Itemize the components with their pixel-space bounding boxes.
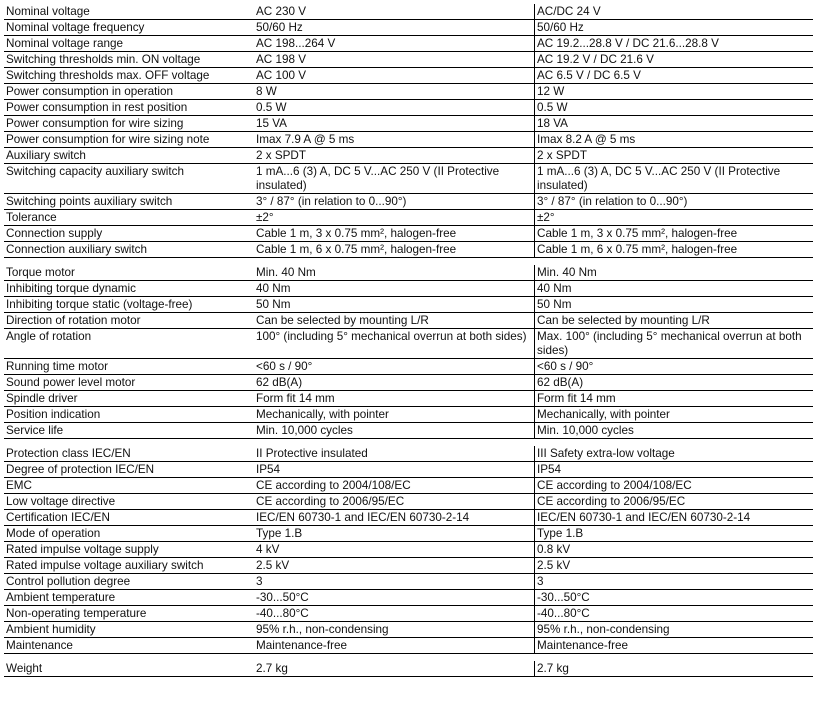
row-label: Position indication: [6, 408, 101, 421]
value-acdc-24v: 18 VA: [537, 117, 568, 130]
value-ac-230v: Maintenance-free: [254, 638, 535, 653]
value-ac-230v: 100° (including 5° mechanical overrun at both sides): [254, 329, 535, 358]
table-row: [4, 242, 813, 258]
value-acdc-24v: 62 dB(A): [537, 376, 584, 389]
row-label: Certification IEC/EN: [6, 511, 110, 524]
value-acdc-24v: 95% r.h., non-condensing: [537, 623, 670, 636]
row-label: Tolerance: [6, 211, 57, 224]
value-acdc-24v: AC 6.5 V / DC 6.5 V: [537, 69, 641, 82]
table-row: [4, 375, 813, 391]
value-acdc-24v: Min. 10,000 cycles: [537, 424, 634, 437]
table-row: [4, 590, 813, 606]
value-ac-230v: CE according to 2004/108/EC: [254, 478, 535, 493]
table-row: [4, 281, 813, 297]
value-acdc-24v: IEC/EN 60730-1 and IEC/EN 60730-2-14: [537, 511, 751, 524]
table-row: [4, 558, 813, 574]
value-ac-230v: -40...80°C: [254, 606, 535, 621]
table-row: [4, 446, 813, 462]
row-label: Service life: [6, 424, 64, 437]
value-acdc-24v: 2 x SPDT: [537, 149, 588, 162]
table-row: [4, 297, 813, 313]
row-label: Sound power level motor: [6, 376, 136, 389]
value-ac-230v: 2 x SPDT: [254, 148, 535, 163]
row-label: Low voltage directive: [6, 495, 116, 508]
value-ac-230v: 40 Nm: [254, 281, 535, 296]
table-row: [4, 210, 813, 226]
row-label: Protection class IEC/EN: [6, 447, 131, 460]
value-acdc-24v: ±2°: [537, 211, 555, 224]
value-ac-230v: 62 dB(A): [254, 375, 535, 390]
row-label: Power consumption for wire sizing note: [6, 133, 210, 146]
table-row: [4, 4, 813, 20]
value-ac-230v: 3° / 87° (in relation to 0...90°): [254, 194, 535, 209]
value-ac-230v: -30...50°C: [254, 590, 535, 605]
row-label: Switching thresholds min. ON voltage: [6, 53, 201, 66]
table-row: [4, 526, 813, 542]
value-acdc-24v: Cable 1 m, 3 x 0.75 mm², halogen-free: [537, 227, 738, 240]
table-row: [4, 36, 813, 52]
table-row: [4, 542, 813, 558]
table-row: [4, 661, 813, 677]
value-acdc-24v: Maintenance-free: [537, 639, 628, 652]
row-label: Connection supply: [6, 227, 103, 240]
table-row: [4, 494, 813, 510]
value-ac-230v: 2.7 kg: [254, 661, 535, 676]
value-acdc-24v: -30...50°C: [537, 591, 590, 604]
value-acdc-24v: Imax 8.2 A @ 5 ms: [537, 133, 636, 146]
row-label: Control pollution degree: [6, 575, 131, 588]
table-row: [4, 84, 813, 100]
value-ac-230v: CE according to 2006/95/EC: [254, 494, 535, 509]
row-label: Torque motor: [6, 266, 75, 279]
value-ac-230v: Min. 40 Nm: [254, 265, 535, 280]
row-label: Power consumption in operation: [6, 85, 173, 98]
value-acdc-24v: AC 19.2...28.8 V / DC 21.6...28.8 V: [537, 37, 719, 50]
value-ac-230v: II Protective insulated: [254, 446, 535, 461]
value-ac-230v: 15 VA: [254, 116, 535, 131]
table-row: [4, 478, 813, 494]
table-row: [4, 574, 813, 590]
row-label: Nominal voltage frequency: [6, 21, 145, 34]
value-acdc-24v: <60 s / 90°: [537, 360, 594, 373]
table-row: [4, 391, 813, 407]
value-acdc-24v: 3: [537, 575, 544, 588]
value-ac-230v: AC 198 V: [254, 52, 535, 67]
value-acdc-24v: 40 Nm: [537, 282, 572, 295]
value-acdc-24v: Form fit 14 mm: [537, 392, 616, 405]
value-acdc-24v: 1 mA...6 (3) A, DC 5 V...AC 250 V (II Protective insulated): [537, 165, 781, 192]
value-ac-230v: Imax 7.9 A @ 5 ms: [254, 132, 535, 147]
table-row: [4, 20, 813, 36]
value-ac-230v: 8 W: [254, 84, 535, 99]
value-ac-230v: Min. 10,000 cycles: [254, 423, 535, 438]
table-row: [4, 68, 813, 84]
value-acdc-24v: -40...80°C: [537, 607, 590, 620]
row-label: Inhibiting torque dynamic: [6, 282, 136, 295]
row-label: Switching thresholds max. OFF voltage: [6, 69, 210, 82]
row-label: Spindle driver: [6, 392, 78, 405]
value-ac-230v: IEC/EN 60730-1 and IEC/EN 60730-2-14: [254, 510, 535, 525]
value-ac-230v: ±2°: [254, 210, 535, 225]
table-row: [4, 194, 813, 210]
row-label: Direction of rotation motor: [6, 314, 141, 327]
value-acdc-24v: Mechanically, with pointer: [537, 408, 670, 421]
row-label: Inhibiting torque static (voltage-free): [6, 298, 193, 311]
table-row: [4, 638, 813, 654]
table-row: [4, 329, 813, 359]
row-label: Ambient temperature: [6, 591, 116, 604]
table-row: [4, 423, 813, 439]
technical-data-table: [4, 4, 813, 677]
value-acdc-24v: AC 19.2 V / DC 21.6 V: [537, 53, 654, 66]
table-row: [4, 100, 813, 116]
row-label: Rated impulse voltage auxiliary switch: [6, 559, 204, 572]
value-acdc-24v: Can be selected by mounting L/R: [537, 314, 710, 327]
value-ac-230v: Type 1.B: [254, 526, 535, 541]
value-ac-230v: 2.5 kV: [254, 558, 535, 573]
value-acdc-24v: 2.7 kg: [537, 662, 569, 675]
table-row: [4, 622, 813, 638]
row-label: Nominal voltage: [6, 5, 90, 18]
value-ac-230v: Cable 1 m, 3 x 0.75 mm², halogen-free: [254, 226, 535, 241]
value-acdc-24v: 2.5 kV: [537, 559, 571, 572]
value-acdc-24v: CE according to 2004/108/EC: [537, 479, 692, 492]
table-row: [4, 407, 813, 423]
table-row: [4, 359, 813, 375]
table-row: [4, 164, 813, 194]
row-label: Mode of operation: [6, 527, 101, 540]
row-label: Maintenance: [6, 639, 73, 652]
value-acdc-24v: Cable 1 m, 6 x 0.75 mm², halogen-free: [537, 243, 738, 256]
value-ac-230v: 1 mA...6 (3) A, DC 5 V...AC 250 V (II Protective insulated): [254, 164, 535, 193]
value-ac-230v: <60 s / 90°: [254, 359, 535, 374]
row-label: Rated impulse voltage supply: [6, 543, 159, 556]
row-label: Non-operating temperature: [6, 607, 147, 620]
row-label: Power consumption for wire sizing: [6, 117, 184, 130]
row-label: Weight: [6, 662, 43, 675]
value-ac-230v: AC 100 V: [254, 68, 535, 83]
value-acdc-24v: 0.8 kV: [537, 543, 571, 556]
value-acdc-24v: AC/DC 24 V: [537, 5, 601, 18]
value-ac-230v: 95% r.h., non-condensing: [254, 622, 535, 637]
table-row: [4, 510, 813, 526]
value-ac-230v: Form fit 14 mm: [254, 391, 535, 406]
row-label: Switching capacity auxiliary switch: [6, 165, 184, 178]
table-row: [4, 606, 813, 622]
row-label: Running time motor: [6, 360, 108, 373]
value-ac-230v: IP54: [254, 462, 535, 477]
value-ac-230v: 50 Nm: [254, 297, 535, 312]
value-acdc-24v: 3° / 87° (in relation to 0...90°): [537, 195, 688, 208]
table-row: [4, 462, 813, 478]
value-acdc-24v: Min. 40 Nm: [537, 266, 597, 279]
row-label: Power consumption in rest position: [6, 101, 188, 114]
table-row: [4, 226, 813, 242]
value-ac-230v: AC 230 V: [254, 4, 535, 19]
table-row: [4, 313, 813, 329]
value-acdc-24v: 0.5 W: [537, 101, 568, 114]
value-ac-230v: Mechanically, with pointer: [254, 407, 535, 422]
value-acdc-24v: Max. 100° (including 5° mechanical overrun at both sides): [537, 330, 802, 357]
value-ac-230v: 4 kV: [254, 542, 535, 557]
value-ac-230v: Cable 1 m, 6 x 0.75 mm², halogen-free: [254, 242, 535, 257]
row-label: Ambient humidity: [6, 623, 96, 636]
table-row: [4, 116, 813, 132]
value-acdc-24v: 50/60 Hz: [537, 21, 584, 34]
table-row: [4, 148, 813, 164]
value-acdc-24v: 12 W: [537, 85, 565, 98]
value-ac-230v: 3: [254, 574, 535, 589]
value-acdc-24v: IP54: [537, 463, 562, 476]
value-ac-230v: 0.5 W: [254, 100, 535, 115]
value-acdc-24v: CE according to 2006/95/EC: [537, 495, 686, 508]
row-label: Switching points auxiliary switch: [6, 195, 173, 208]
row-label: Angle of rotation: [6, 330, 92, 343]
row-label: Nominal voltage range: [6, 37, 123, 50]
table-row: [4, 265, 813, 281]
row-label: Auxiliary switch: [6, 149, 86, 162]
value-acdc-24v: Type 1.B: [537, 527, 584, 540]
value-acdc-24v: 50 Nm: [537, 298, 572, 311]
table-row: [4, 132, 813, 148]
value-acdc-24v: III Safety extra-low voltage: [537, 447, 675, 460]
row-label: EMC: [6, 479, 32, 492]
value-ac-230v: 50/60 Hz: [254, 20, 535, 35]
value-ac-230v: Can be selected by mounting L/R: [254, 313, 535, 328]
table-row: [4, 52, 813, 68]
value-ac-230v: AC 198...264 V: [254, 36, 535, 51]
row-label: Connection auxiliary switch: [6, 243, 147, 256]
row-label: Degree of protection IEC/EN: [6, 463, 155, 476]
